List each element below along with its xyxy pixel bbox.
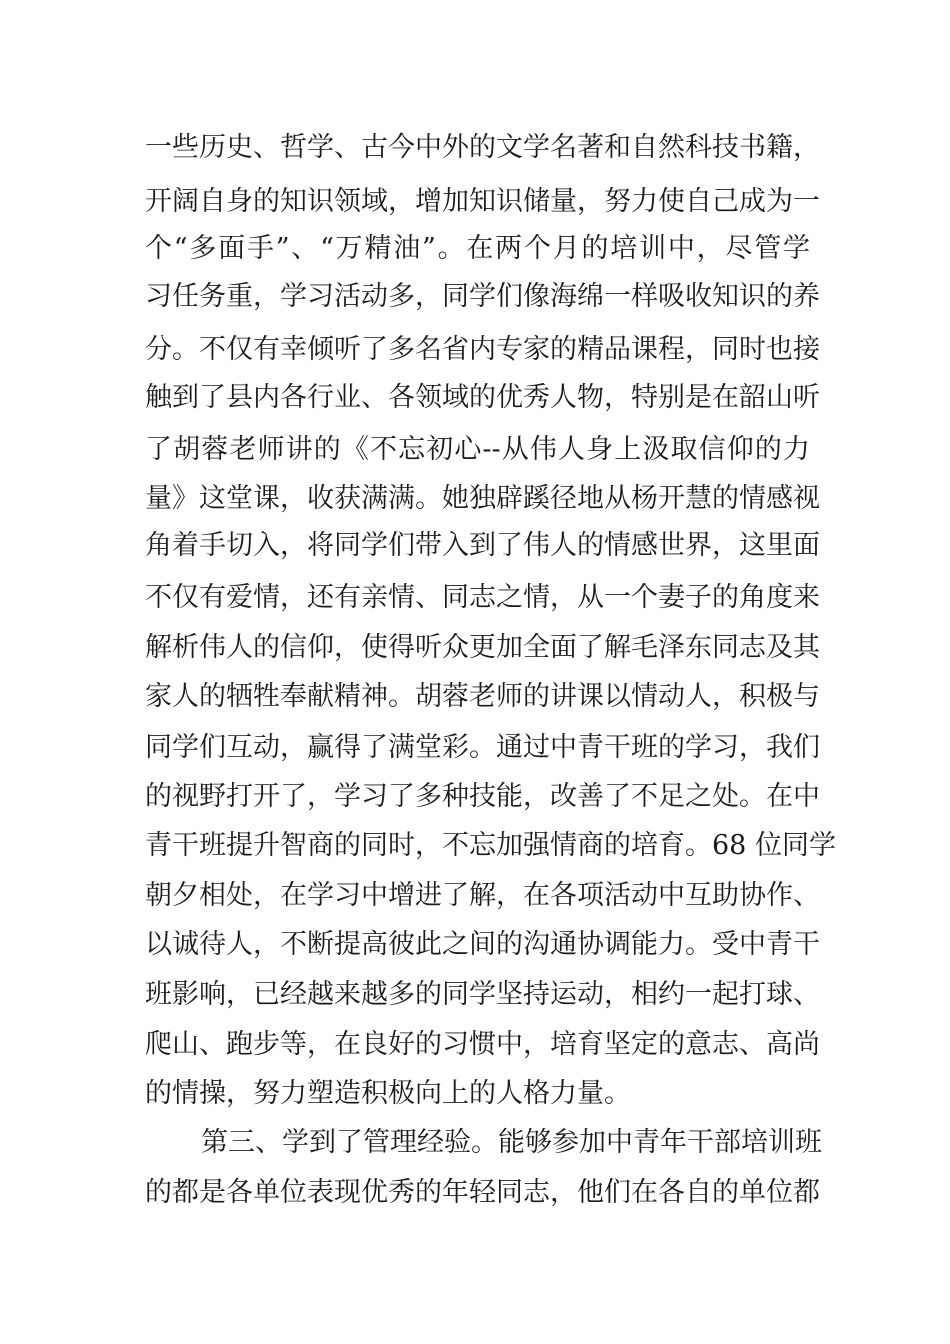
- text-line-14: 的视野打开了，学习了多种技能，改善了不足之处。在中: [145, 781, 820, 812]
- text-line-3: 个“多面手”、“万精油”。在两个月的培训中，尽管学: [145, 233, 810, 264]
- text-line-15: 青干班提升智商的同时，不忘加强情商的培育。68 位同学: [145, 830, 836, 861]
- text-line-8: 量》这堂课，收获满满。她独辟蹊径地从杨开慧的情感视: [145, 483, 820, 514]
- text-line-12: 家人的牺牲奉献精神。胡蓉老师的讲课以情动人，积极与: [145, 681, 820, 712]
- text-line-17: 以诚待人，不断提高彼此之间的沟通协调能力。受中青干: [145, 929, 820, 960]
- text-line-11: 解析伟人的信仰，使得听众更加全面了解毛泽东同志及其: [145, 632, 820, 663]
- paragraph-start-line: 第三、学到了管理经验。能够参加中青年干部培训班: [201, 1127, 822, 1158]
- text-line-13: 同学们互动，赢得了满堂彩。通过中青干班的学习，我们: [145, 732, 820, 763]
- text-line-19: 爬山、跑步等，在良好的习惯中，培育坚定的意志、高尚: [145, 1029, 820, 1060]
- text-line-20: 的情操，努力塑造积极向上的人格力量。: [145, 1078, 631, 1109]
- text-line-1: 一些历史、哲学、古今中外的文学名著和自然科技书籍，: [145, 132, 820, 163]
- text-line-6: 触到了县内各行业、各领域的优秀人物，特别是在韶山听: [145, 382, 820, 413]
- text-line-18: 班影响，已经越来越多的同学坚持运动，相约一起打球、: [145, 979, 820, 1010]
- text-line-16: 朝夕相处，在学习中增进了解，在各项活动中互助协作、: [145, 880, 820, 911]
- text-line-4: 习任务重，学习活动多，同学们像海绵一样吸收知识的养: [145, 281, 820, 312]
- text-line-5: 分。不仅有幸倾听了多名省内专家的精品课程，同时也接: [145, 334, 820, 365]
- text-line-9: 角着手切入，将同学们带入到了伟人的情感世界，这里面: [145, 530, 820, 561]
- text-line-22: 的都是各单位表现优秀的年轻同志，他们在各自的单位都: [145, 1177, 820, 1208]
- text-line-2: 开阔自身的知识领域，增加知识储量，努力使自己成为一: [145, 186, 820, 217]
- text-line-7: 了胡蓉老师讲的《不忘初心--从伟人身上汲取信仰的力: [145, 434, 810, 465]
- text-line-10: 不仅有爱情，还有亲情、同志之情，从一个妻子的角度来: [145, 582, 820, 613]
